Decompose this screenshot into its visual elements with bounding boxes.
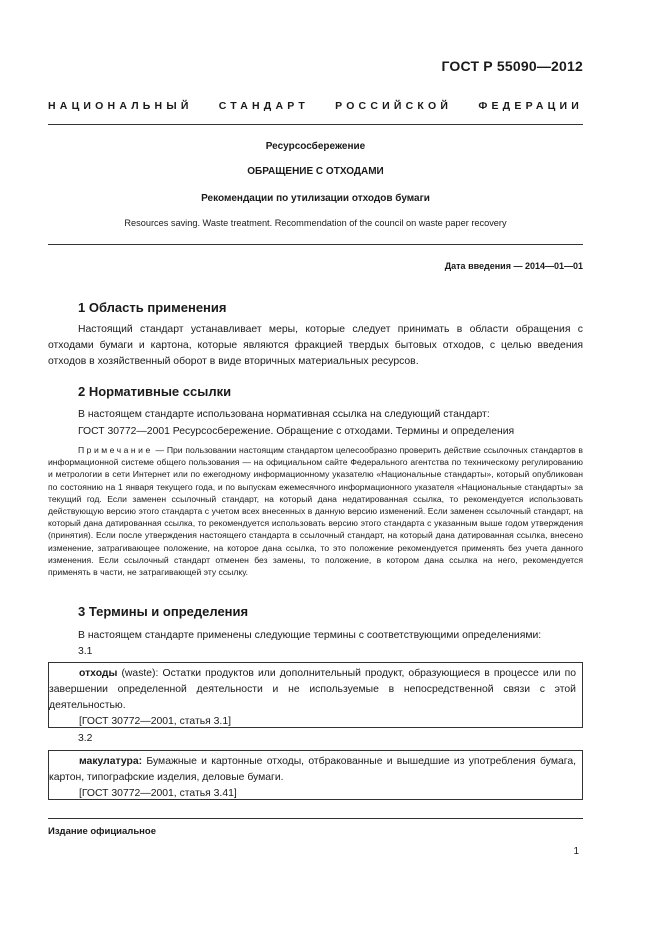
gost-code: ГОСТ Р 55090—2012: [441, 58, 583, 74]
footer-rule: [48, 818, 583, 819]
section-1-heading: 1 Область применения: [78, 300, 227, 315]
title-line-2: ОБРАЩЕНИЕ С ОТХОДАМИ: [247, 166, 384, 177]
term-number-1: 3.1: [78, 646, 93, 657]
note-block: [48, 444, 583, 578]
term-1-english: (waste): [117, 668, 156, 679]
term-1-definition: : Остатки продуктов или дополнительный продукт, образующиеся в процессе или по завершении определенной деятельности и не используемые в непосредственной связи с этой деятельностью.: [49, 668, 577, 711]
term-2-source: [ГОСТ 30772—2001, статья 3.41]: [79, 788, 237, 799]
term-number-2: 3.2: [78, 733, 93, 744]
page-number: 1: [573, 846, 579, 857]
title-line-3: Рекомендации по утилизации отходов бумаги: [201, 193, 430, 204]
edition-label: Издание официальное: [48, 826, 156, 837]
term-1-name: отходы: [79, 668, 118, 679]
section-1-paragraph: Настоящий стандарт устанавливает меры, которые следует принимать в области обращения с отходами бумаги и картона, которые являются фракцией твердых бытовых отходов, с целью введения отходов в хозяйственный оборот в виде вторичных материальных ресурсов.: [48, 324, 583, 367]
english-title: Resources saving. Waste treatment. Recommendation of the council on waste paper recovery: [124, 218, 507, 228]
national-standard-title: НАЦИОНАЛЬНЫЙ СТАНДАРТ РОССИЙСКОЙ ФЕДЕРАЦИИ: [48, 100, 583, 112]
term-2-definition: Бумажные и картонные отходы, отбракованные и вышедшие из употребления бумага, картон, типографские изделия, деловые бумаги.: [49, 756, 576, 783]
section-2-intro: В настоящем стандарте использована нормативная ссылка на следующий стандарт:: [78, 409, 490, 420]
section-2-heading: 2 Нормативные ссылки: [78, 384, 232, 399]
top-rule: [48, 124, 583, 125]
title-rule: [48, 244, 583, 245]
note-text: — При пользовании настоящим стандартом целесообразно проверить действие ссылочных стандартов в информационной системе общего пользования — на официальном сайте Федерального агентства по техническому регулированию и метрологии в сети Интернет или по ежегодному информационному указателю «Национальные стандарты», который опубликован по состоянию на 1 января текущего года, и по выпускам ежемесячного информационного указателя «Национальные стандарты» за текущий год. Если заменен ссылочный стандарт, на который дана недатированная ссылка, то рекомендуется использовать действующую версию этого стандарта с учетом всех внесенных в данную версию изменений. Если заменен ссылочный стандарт, на который дана датированная ссылка, то рекомендуется использовать версию этого стандарта с указанным выше годом утверждения (принятия). Если после утверждения настоящего стандарта в ссылочный стандарт, на который дана датированная ссылка, внесено изменение, затрагивающее положение, на которое дана ссылка, то это положение рекомендуется применять без учета данного изменения. Если ссылочный стандарт отменен без замены, то положение, в котором дана ссылка на него, рекомендуется применять в части, не затрагивающей эту ссылку.: [48, 445, 583, 578]
term-box-1: [48, 662, 583, 728]
term-box-2: [48, 750, 583, 800]
term-2-name: макулатура:: [79, 756, 143, 767]
section-3-heading: 3 Термины и определения: [78, 604, 249, 619]
date-introduction: Дата введения — 2014—01—01: [444, 261, 583, 271]
section-3-intro: В настоящем стандарте применены следующие термины с соответствующими определениями:: [78, 630, 542, 641]
note-label: Примечание: [78, 445, 153, 455]
section-1-text: [48, 322, 583, 370]
term-1-source: [ГОСТ 30772—2001, статья 3.1]: [79, 716, 231, 727]
title-line-1: Ресурсосбережение: [265, 141, 366, 152]
section-2-reference: ГОСТ 30772—2001 Ресурсосбережение. Обращение с отходами. Термины и определения: [78, 426, 515, 437]
